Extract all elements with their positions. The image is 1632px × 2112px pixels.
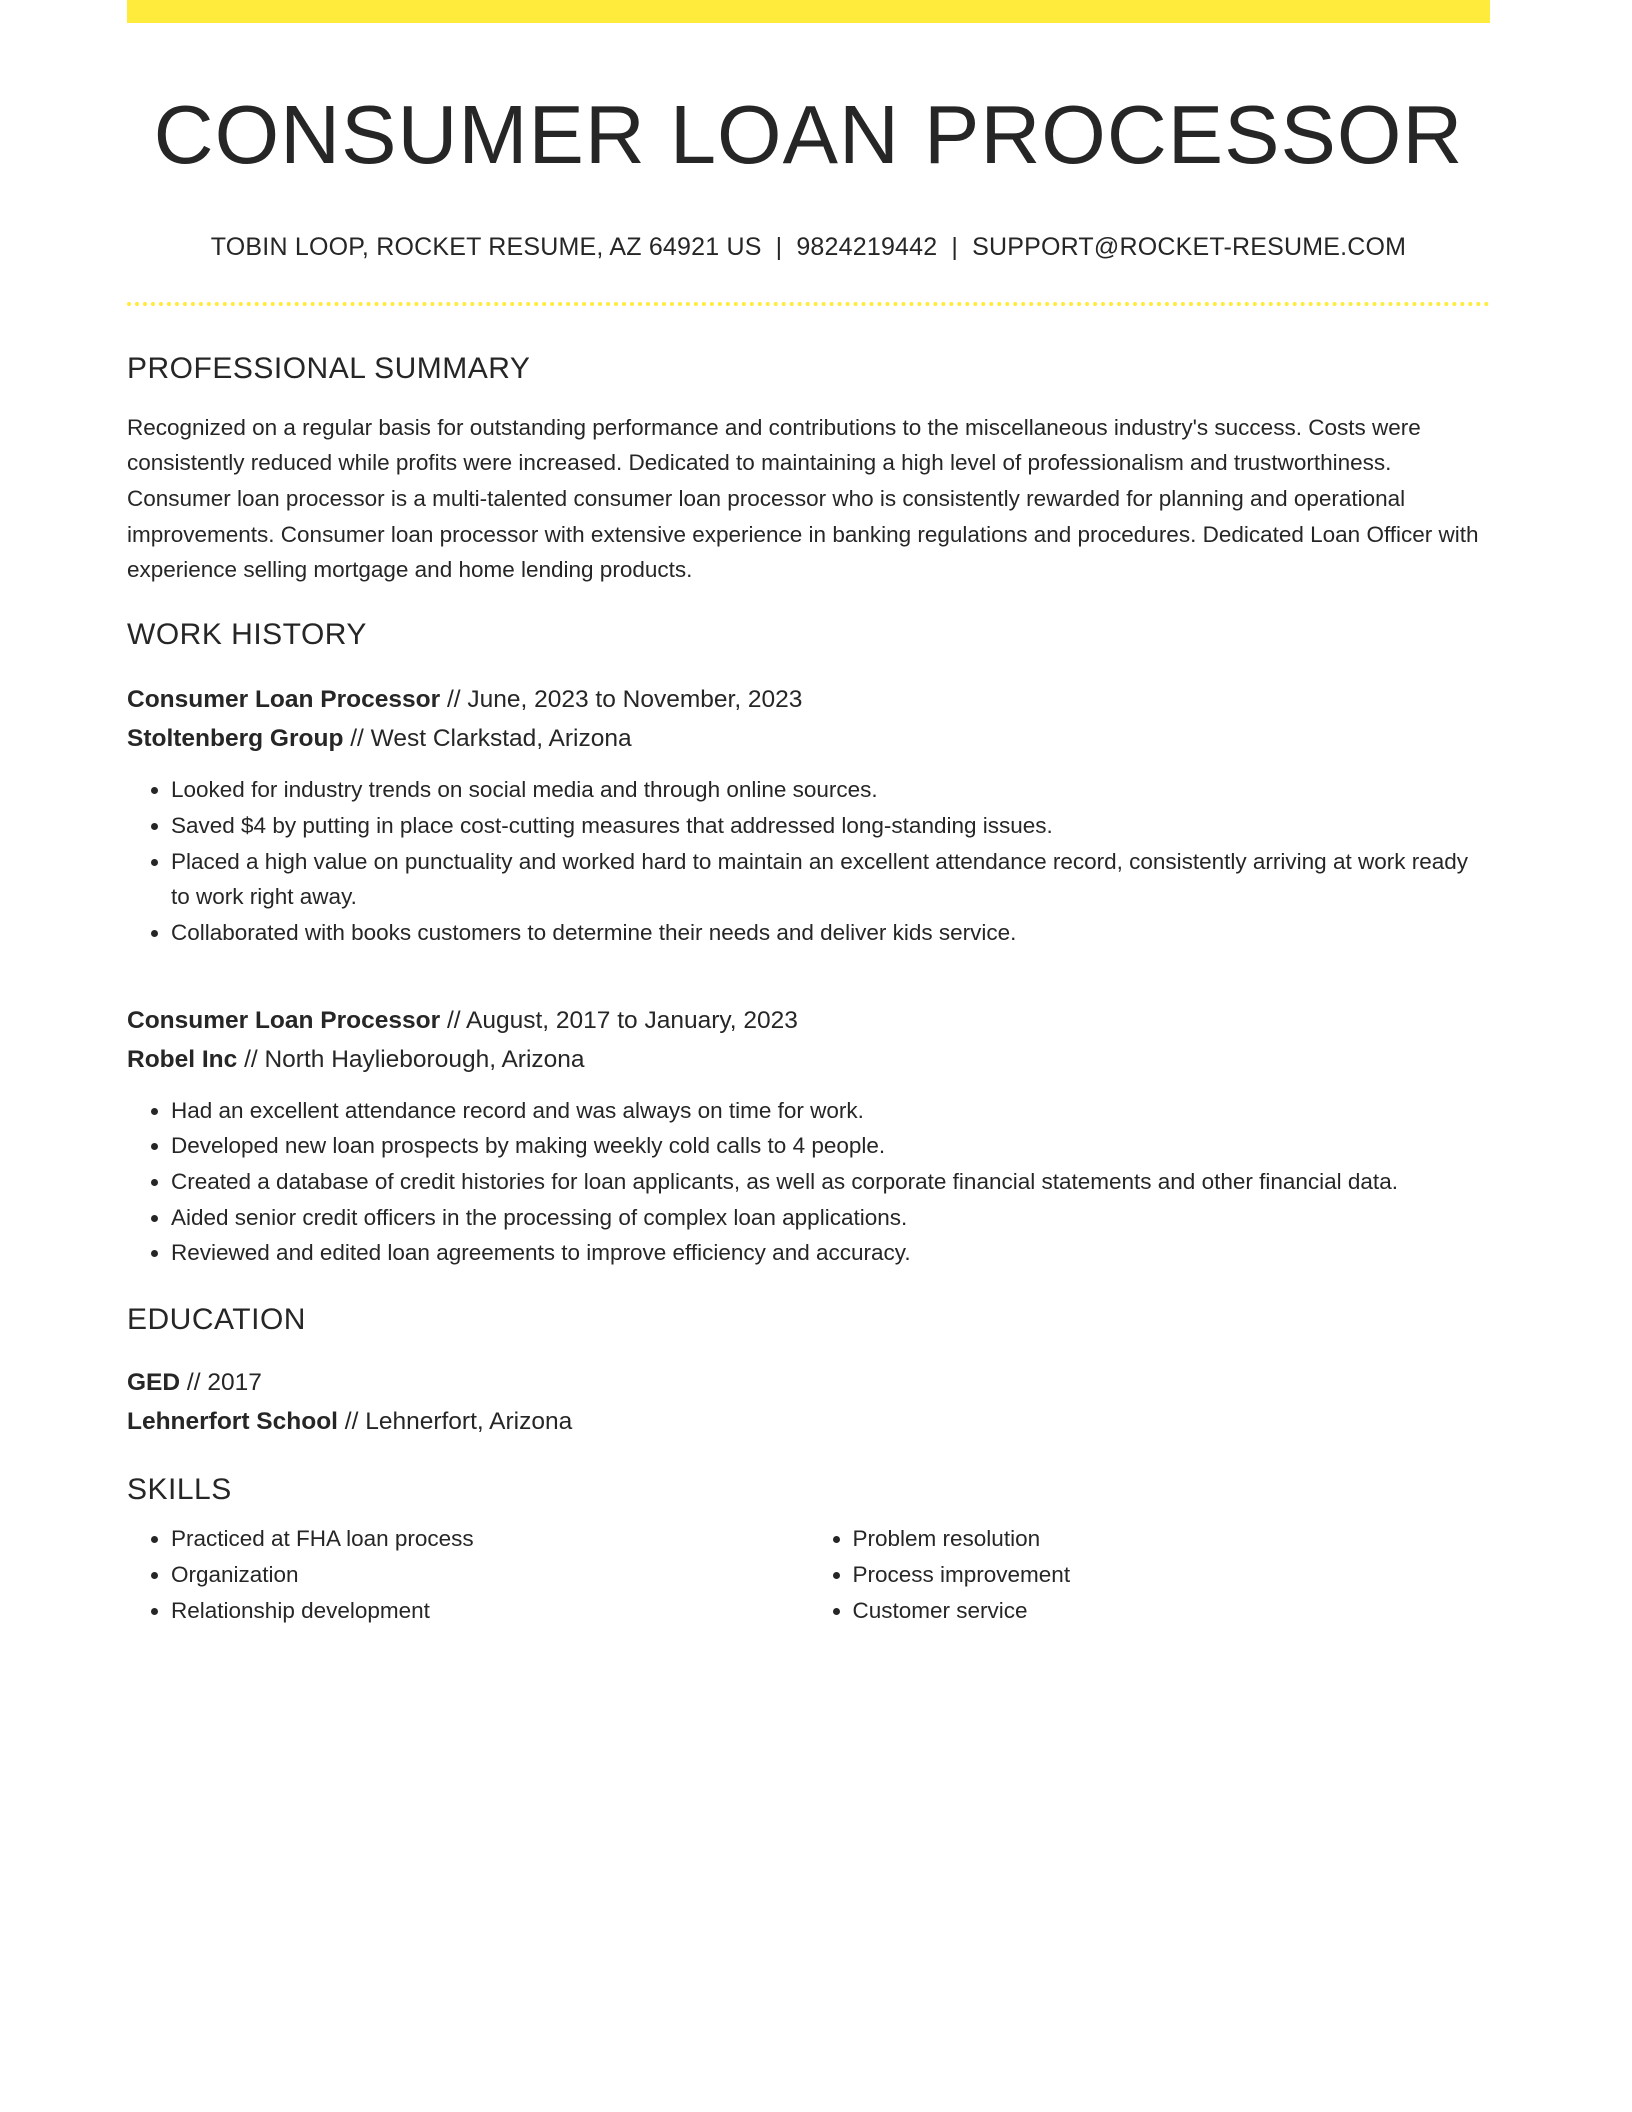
job-location: // West Clarkstad, Arizona <box>343 725 632 753</box>
education-location: // Lehnerfort, Arizona <box>337 1408 573 1436</box>
list-item: • Had an excellent attendance record and was always on time for work. <box>171 1093 1490 1129</box>
education-school: Lehnerfort School <box>127 1408 338 1436</box>
skills-list-left <box>127 1521 809 1628</box>
job-dates: // August, 2017 to January, 2023 <box>440 1006 798 1034</box>
skill-item: • Customer service <box>853 1593 1491 1629</box>
job-bullets <box>127 772 1490 951</box>
list-item: • Developed new loan prospects by making weekly cold calls to 4 people. <box>171 1128 1490 1164</box>
skill-item: • Problem resolution <box>853 1521 1491 1557</box>
contact-address: TOBIN LOOP, ROCKET RESUME, AZ 64921 US <box>210 232 762 261</box>
contact-phone: 9824219442 <box>796 232 938 261</box>
skill-item: • Relationship development <box>171 1593 809 1629</box>
list-item: • Created a database of credit histories for loan applicants, as well as corporate financial statements and other financial data. <box>171 1164 1490 1200</box>
job-company-line <box>127 719 1490 758</box>
contact-separator: | <box>951 232 959 261</box>
job-role: Consumer Loan Processor <box>127 1006 441 1034</box>
education-year: // 2017 <box>180 1369 262 1397</box>
work-history-heading: WORK HISTORY <box>127 618 367 652</box>
skills-heading: SKILLS <box>127 1473 232 1507</box>
education-school-line <box>127 1402 1490 1441</box>
job-entry <box>127 680 1490 951</box>
job-title-line <box>127 680 1490 719</box>
list-item: • Aided senior credit officers in the processing of complex loan applications. <box>171 1200 1490 1236</box>
job-dates: // June, 2023 to November, 2023 <box>440 686 803 714</box>
resume-name: CONSUMER LOAN PROCESSOR <box>153 88 1464 181</box>
job-bullets <box>127 1093 1490 1272</box>
skills-grid <box>127 1521 1490 1628</box>
skill-item: • Practiced at FHA loan process <box>171 1521 809 1557</box>
job-role: Consumer Loan Processor <box>127 686 441 714</box>
header-divider <box>127 302 1490 306</box>
summary-text: Recognized on a regular basis for outstanding performance and contributions to the miscellaneous industry's success. Costs were consistently reduced while profits were increased. Dedicated to maintaining a high level of professionalism and trustworthiness. Consumer loan processor is a multi-talented consumer loan processor who is consistently rewarded for planning and operational improvements. Consumer loan processor with extensive experience in banking regulations and procedures. Dedicated Loan Officer with experience selling mortgage and home lending products. <box>127 414 1479 583</box>
contact-line <box>127 233 1490 262</box>
job-title-line <box>127 1001 1490 1040</box>
accent-top-bar <box>127 0 1490 23</box>
education-heading: EDUCATION <box>127 1303 306 1337</box>
list-item: • Collaborated with books customers to determine their needs and deliver kids service. <box>171 915 1490 951</box>
resume-page <box>127 0 1490 1628</box>
contact-separator: | <box>775 232 783 261</box>
skill-item: • Organization <box>171 1557 809 1593</box>
list-item: • Saved $4 by putting in place cost-cutting measures that addressed long-standing issues. <box>171 808 1490 844</box>
job-company: Robel Inc <box>127 1045 238 1073</box>
job-entry <box>127 1001 1490 1272</box>
education-degree-line <box>127 1363 1490 1402</box>
job-location: // North Haylieborough, Arizona <box>237 1045 585 1073</box>
summary-heading: PROFESSIONAL SUMMARY <box>127 351 531 385</box>
contact-email: SUPPORT@ROCKET-RESUME.COM <box>972 232 1407 261</box>
education-entry <box>127 1363 1490 1441</box>
skill-item: • Process improvement <box>853 1557 1491 1593</box>
list-item: • Reviewed and edited loan agreements to improve efficiency and accuracy. <box>171 1235 1490 1271</box>
list-item: • Placed a high value on punctuality and worked hard to maintain an excellent attendance record, consistently arriving at work ready to work right away. <box>171 844 1490 915</box>
skills-list-right <box>809 1521 1491 1628</box>
education-degree: GED <box>127 1369 181 1397</box>
list-item: • Looked for industry trends on social media and through online sources. <box>171 772 1490 808</box>
job-company-line <box>127 1040 1490 1079</box>
job-company: Stoltenberg Group <box>127 725 344 753</box>
